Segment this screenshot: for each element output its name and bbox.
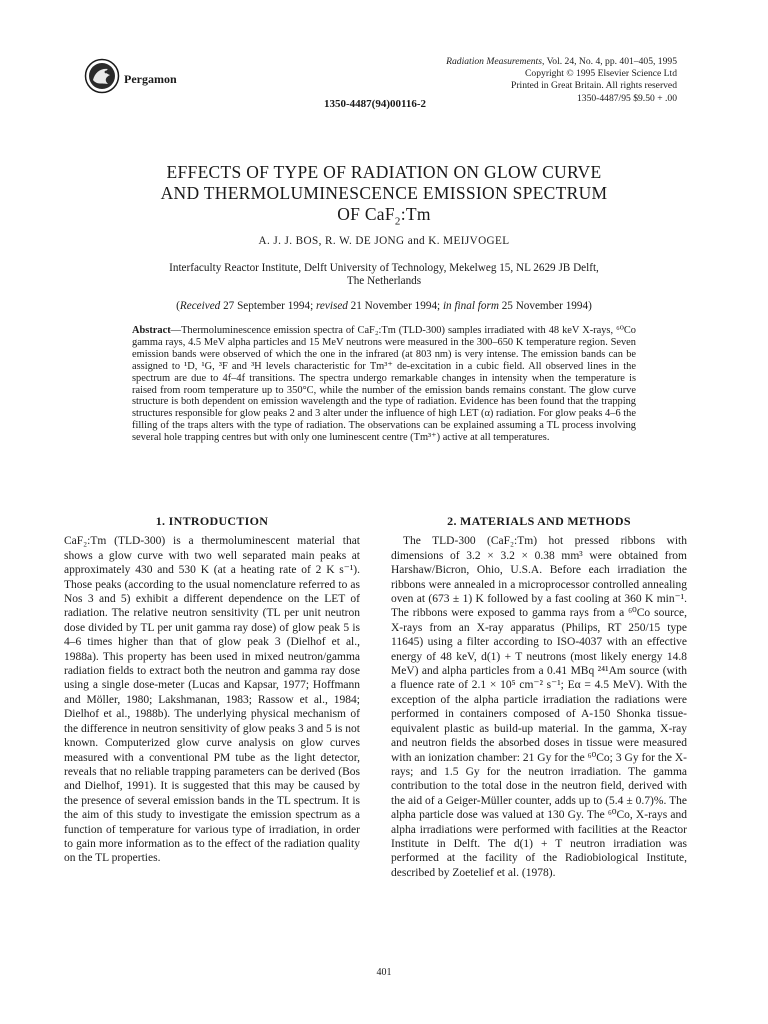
journal-name: Radiation Measurements (446, 56, 542, 67)
materials-methods-heading: 2. MATERIALS AND METHODS (447, 514, 631, 528)
revised-label: revised (315, 300, 348, 312)
title-line-3 (90, 204, 678, 233)
abstract (132, 325, 636, 444)
materials-methods-text: The TLD-300 (CaF₂:Tm) hot pressed ribbons with dimensions of 3.2 × 3.2 × 0.38 mm³ were obtained from Harshaw/Bicron, Ohio, U.S.A. Before each irradiation the ribbons were annealed in a microprocessor controlled annealing oven at (673 ± 1) K followed by a fast cooling at 360 K min⁻¹. The ribbons were exposed to gamma rays from a ⁶⁰Co source, X-rays from an X-ray apparatus (Philips, RT 250/15 type 11645) using a filter according to ISO-4037 with an effective energy of 48 keV, d(1) + T neutrons (most likely energy 14.8 MeV) and alpha particles from a 0.41 MBq ²⁴¹Am source (with a fluence rate of 2.1 × 10⁵ cm⁻² s⁻¹; Eα = 4.5 MeV). With the exception of the alpha particle irradiation the radiations were performed in containers composed of A-150 Shonka tissue-equivalent plastic as build-up material. In the gamma, X-ray and neutron fields the absorbed doses in tissue were measured with an ionization chamber: 21 Gy for the ⁶⁰Co; 3 Gy for the X-rays; and 1.5 Gy for the neutron irradiation. The gamma contribution to the total dose in the neutron field, derived with the aid of a Geiger-Müller counter, adds up to (5.4 ± 0.7)%. The alpha particle dose was valued at 130 Gy. The ⁶⁰Co, X-rays and alpha irradiations were performed with facilities at the Reactor Institute in Delft. The d(1) + T neutron irradiation was performed at the facility of the Radiobiological Institute, described by Zoetelief et al. (1978). (391, 535, 687, 879)
title-line-3-sub: 2 (394, 215, 401, 228)
affiliation-line-1: Interfaculty Reactor Institute, Delft University of Technology, Mekelweg 15, NL 2629 JB Delft, (169, 262, 599, 274)
received-date: 27 September 1994; (220, 300, 316, 312)
introduction-heading: 1. INTRODUCTION (155, 514, 269, 528)
introduction-section (64, 514, 360, 866)
copyright-line: Copyright © 1995 Elsevier Science Ltd (525, 68, 677, 80)
article-identifier: 1350-4487(94)00116-2 (324, 98, 427, 110)
pergamon-logo-icon (84, 58, 120, 94)
final-form-label: in final form (442, 300, 499, 312)
title-line-1: EFFECTS OF TYPE OF RADIATION ON GLOW CURVE (166, 162, 602, 182)
journal-volume: , Vol. 24, No. 4, pp. 401–405, 1995 (541, 56, 677, 67)
received-open: ( (176, 300, 180, 312)
printed-line: Printed in Great Britain. All rights reserved (511, 80, 677, 92)
issn-price-line: 1350-4487/95 $9.50 + .00 (576, 92, 677, 104)
page-number: 401 (376, 967, 392, 978)
received-label: Received (179, 300, 221, 312)
introduction-text: CaF₂:Tm (TLD-300) is a thermoluminescent material that shows a glow curve with two well separated main peaks at approximately 430 and 530 K (at a heating rate of 2 K s⁻¹). Those peaks (according to the usual nomenclature referred to as Nos 3 and 5) exhibit a different dependence on the LET of radiation. The relative neutron sensitivity (TL per unit neutron dose divided by TL per unit gamma ray dose) of glow peak 5 is 4–6 times higher than that of glow peak 3 (Dielhof et al., 1988a). This property has been used in mixed neutron/gamma radiation fields to extract both the neutron and gamma ray dose using a single dose-meter (Lucas and Kapsar, 1977; Hoffmann and Möller, 1980; Lakshmanan, 1983; Rassow et al., 1984; Dielhof et al., 1988b). The underlying physical mechanism of the difference in neutron sensitivity of glow peaks 3 and 5 is not known. Computerized glow curve analysis on glow curves measured with a conventional PM tube as the light detector, reveals that no reliable trapping parameters can be derived (Bos and Dielhof, 1991). It is suggested that this may be caused by the presence of several emission bands in the TL spectrum. It is the aim of this study to investigate the emission spectrum as a function of temperature for various type of irradiation, in order to gain more information as to the effect of the radiation quality on the TL properties. (64, 535, 360, 865)
materials-methods-section (391, 514, 687, 880)
title-line-2: AND THERMOLUMINESCENCE EMISSION SPECTRUM (160, 183, 608, 203)
affiliation-line-2: The Netherlands (346, 275, 422, 287)
revised-date: 21 November 1994; (347, 300, 443, 312)
title-line-3-pre: OF CaF (337, 204, 395, 224)
paper-title (90, 162, 678, 233)
affiliation (110, 262, 658, 288)
author-list: A. J. J. BOS, R. W. DE JONG and K. MEIJVOGEL (258, 235, 510, 247)
final-form-date: 25 November 1994) (498, 300, 592, 312)
publisher-name: Pergamon (124, 72, 177, 86)
received-dates (90, 300, 678, 312)
abstract-text: —Thermoluminescence emission spectra of CaF₂:Tm (TLD-300) samples irradiated with 48 keV X-rays, ⁶⁰Co gamma rays, 4.5 MeV alpha particles and 15 MeV neutrons were measured in the 300–650 K temperature region. Seven emission bands were observed of which the one in the infrared (at 803 nm) is very intense. The emission bands can be assigned to ¹D, ¹G, ³F and ³H levels characteristic for Tm³⁺ de-excitation in a cubic field. All observed lines in the spectrum are due to 4f–4f transitions. The spectra undergo remarkable changes in intensity when the temperature is raised from room temperature up to 350°C, while the number of the emission bands remains constant. The glow curve structure is both dependent on emission wavelength and the type of radiation. Evidence has been found that the trapping structures responsible for glow peaks 2 and 3 alter under the influence of high LET (α) radiation. For glow peaks 4–6 the filling of the traps alters with the type of radiation. The observations can be explained assuming a TL process involving several hole trapping centres but with only one luminescent centre (Tm³⁺) active at all temperatures. (132, 325, 636, 444)
abstract-label: Abstract (132, 325, 171, 336)
title-line-3-post: :Tm (400, 204, 431, 224)
